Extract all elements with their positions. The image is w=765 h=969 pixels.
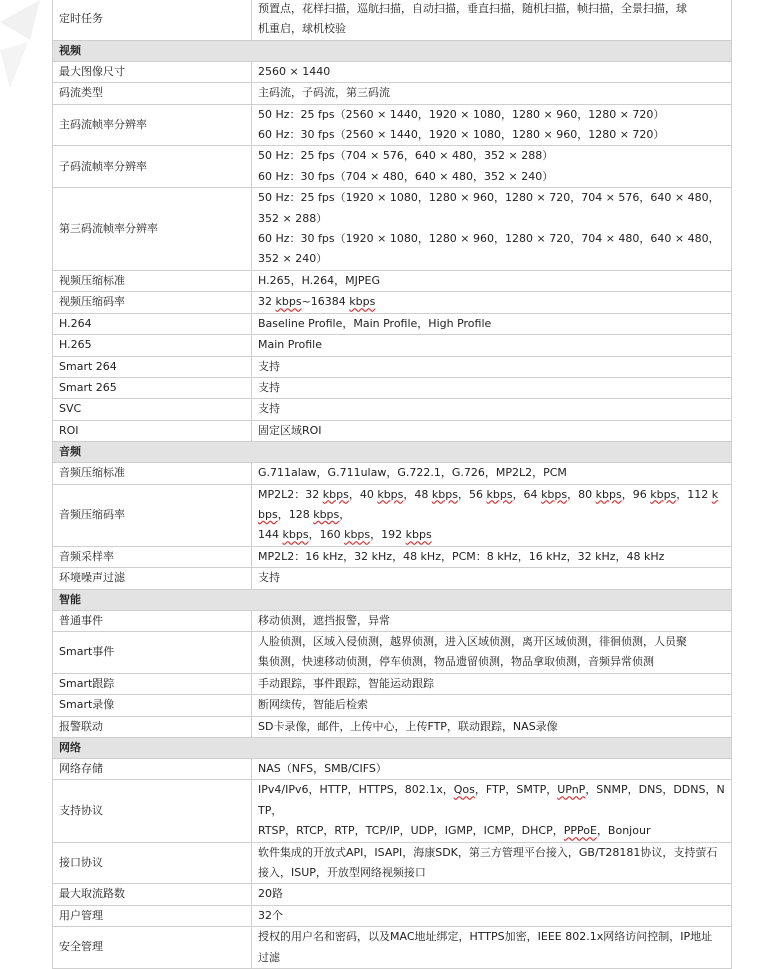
spec-value xyxy=(252,463,732,484)
spec-value xyxy=(252,716,732,737)
spec-value xyxy=(252,270,732,291)
spec-row xyxy=(53,610,732,631)
spec-row xyxy=(53,927,732,969)
spec-row xyxy=(53,61,732,82)
spec-key: SVC xyxy=(53,399,252,420)
spec-value xyxy=(252,188,732,271)
spec-key: Smart 265 xyxy=(53,377,252,398)
spec-row xyxy=(53,463,732,484)
spellcheck-underline: kbps xyxy=(431,487,458,501)
spec-table-body xyxy=(53,0,732,969)
spec-value-line: 接入，ISUP，开放型网络视频接口 xyxy=(258,866,426,880)
spellcheck-underline: kbps xyxy=(282,528,309,542)
spec-row xyxy=(53,484,732,546)
spec-value xyxy=(252,61,732,82)
spec-row xyxy=(53,759,732,780)
spec-row xyxy=(53,716,732,737)
spec-value xyxy=(252,759,732,780)
spec-value-line: 移动侦测，遮挡报警，异常 xyxy=(258,613,390,627)
spec-value xyxy=(252,546,732,567)
spec-value xyxy=(252,146,732,188)
spec-value-line: SD卡录像，邮件，上传中心，上传FTP，联动跟踪，NAS录像 xyxy=(258,719,558,733)
spec-value xyxy=(252,695,732,716)
spec-key: 码流类型 xyxy=(53,83,252,104)
spec-value xyxy=(252,484,732,546)
spec-value xyxy=(252,83,732,104)
spec-key: 视频压缩码率 xyxy=(53,292,252,313)
section-header: 网络 xyxy=(53,738,732,759)
spec-value-line: NAS（NFS，SMB/CIFS） xyxy=(258,762,387,775)
spec-value-line: Baseline Profile，Main Profile，High Profile xyxy=(258,316,492,330)
spec-row xyxy=(53,377,732,398)
spellcheck-underline: kbps xyxy=(344,528,371,542)
spellcheck-underline: kbps xyxy=(486,487,513,501)
spec-key: 音频采样率 xyxy=(53,546,252,567)
spec-key: 支持协议 xyxy=(53,780,252,842)
spec-value-line: 60 Hz：30 fps（2560 × 1440，1920 × 1080，1280 × 960，1280 × 720） xyxy=(258,128,665,142)
spec-value xyxy=(252,0,732,40)
spec-value xyxy=(252,335,732,356)
section-header-row xyxy=(53,40,732,61)
spec-row xyxy=(53,292,732,313)
spec-key: 音频压缩码率 xyxy=(53,484,252,546)
spec-key: 子码流帧率分辨率 xyxy=(53,146,252,188)
spec-value xyxy=(252,927,732,969)
spec-key: H.265 xyxy=(53,335,252,356)
spec-key: 定时任务 xyxy=(53,0,252,40)
spec-key: 普通事件 xyxy=(53,610,252,631)
spec-row xyxy=(53,0,732,40)
spec-value-line: MP2L2：16 kHz，32 kHz，48 kHz，PCM：8 kHz，16 kHz，32 kHz，48 kHz xyxy=(258,549,665,563)
spec-value xyxy=(252,104,732,146)
spec-value-line: 人脸侦测，区域入侵侦测，越界侦测，进入区域侦测，离开区域侦测，徘徊侦测，人员聚 xyxy=(258,634,687,648)
section-header: 智能 xyxy=(53,589,732,610)
spec-row xyxy=(53,631,732,673)
spec-value xyxy=(252,884,732,905)
spec-value xyxy=(252,842,732,884)
spec-value-line: 断网续传，智能后检索 xyxy=(258,698,368,712)
spec-key: 最大图像尺寸 xyxy=(53,61,252,82)
spec-row xyxy=(53,83,732,104)
spec-row xyxy=(53,188,732,271)
spec-key: 接口协议 xyxy=(53,842,252,884)
spec-key: Smart跟踪 xyxy=(53,673,252,694)
spec-key: Smart 264 xyxy=(53,356,252,377)
spec-key: 环境噪声过滤 xyxy=(53,568,252,589)
spec-value-line: MP2L2：32 kbps，40 kbps，48 kbps，56 kbps，64 kbps，80 kbps，96 kbps，112 kbps，128 kbps， xyxy=(258,487,719,521)
section-header: 音频 xyxy=(53,442,732,463)
section-header-row xyxy=(53,738,732,759)
spec-value-line: 支持 xyxy=(258,380,280,394)
spellcheck-underline: kbps xyxy=(541,487,568,501)
spec-key: 音频压缩标准 xyxy=(53,463,252,484)
spec-value-line: 32个 xyxy=(258,908,283,922)
spec-key: 第三码流帧率分辨率 xyxy=(53,188,252,271)
spec-value-line: 60 Hz：30 fps（1920 × 1080，1280 × 960，1280 × 720，704 × 480，640 × 480，352 × 240） xyxy=(258,232,720,266)
spec-key: H.264 xyxy=(53,313,252,334)
spec-row xyxy=(53,335,732,356)
spec-value-line: 软件集成的开放式API，ISAPI，海康SDK，第三方管理平台接入，GB/T28181协议，支持萤石 xyxy=(258,845,718,859)
spec-row xyxy=(53,568,732,589)
spec-value-line: IPv4/IPv6，HTTP，HTTPS，802.1x，Qos，FTP，SMTP，UPnP，SNMP，DNS，DDNS，NTP， xyxy=(258,783,725,817)
spec-value-line: RTSP，RTCP，RTP，TCP/IP，UDP，IGMP，ICMP，DHCP，PPPoE，Bonjour xyxy=(258,824,651,838)
spec-value-line: H.265，H.264，MJPEG xyxy=(258,273,380,287)
spellcheck-underline: UPnP xyxy=(557,783,586,797)
spec-value-line: 预置点，花样扫描，巡航扫描，自动扫描，垂直扫描，随机扫描，帧扫描，全景扫描，球 xyxy=(258,2,687,15)
spec-value xyxy=(252,568,732,589)
section-header: 视频 xyxy=(53,40,732,61)
spec-value xyxy=(252,420,732,441)
section-header-row xyxy=(53,589,732,610)
spec-value xyxy=(252,631,732,673)
spec-value-line: 主码流，子码流，第三码流 xyxy=(258,86,390,100)
spec-value xyxy=(252,610,732,631)
spec-value-line: 50 Hz：25 fps（2560 × 1440，1920 × 1080，1280 × 960，1280 × 720） xyxy=(258,107,665,121)
spec-key: 视频压缩标准 xyxy=(53,270,252,291)
spec-value-line: 过滤 xyxy=(258,950,280,964)
spec-row xyxy=(53,313,732,334)
spec-key: 最大取流路数 xyxy=(53,884,252,905)
spec-value-line: 50 Hz：25 fps（704 × 576，640 × 480，352 × 288） xyxy=(258,149,554,163)
spellcheck-underline: kbps xyxy=(377,487,404,501)
spec-value xyxy=(252,780,732,842)
spellcheck-underline: Qos xyxy=(453,783,475,797)
spec-key: ROI xyxy=(53,420,252,441)
spec-key: 网络存储 xyxy=(53,759,252,780)
spellcheck-underline: kbps xyxy=(313,507,340,521)
spec-value-line: 2560 × 1440 xyxy=(258,64,331,78)
spec-row xyxy=(53,146,732,188)
spellcheck-underline: kbps xyxy=(650,487,677,501)
spec-value xyxy=(252,673,732,694)
spec-value-line: 固定区域ROI xyxy=(258,423,322,437)
spec-value xyxy=(252,399,732,420)
spellcheck-underline: kbps xyxy=(405,528,432,542)
spec-row xyxy=(53,884,732,905)
spec-key: 主码流帧率分辨率 xyxy=(53,104,252,146)
spec-value-line: 支持 xyxy=(258,402,280,416)
spellcheck-underline: kbps xyxy=(349,295,376,309)
spellcheck-underline: kbps xyxy=(595,487,622,501)
spellcheck-underline: PPPoE xyxy=(563,824,597,838)
spellcheck-underline: kbps xyxy=(275,295,302,309)
spec-key: 安全管理 xyxy=(53,927,252,969)
spec-value-line: 支持 xyxy=(258,359,280,373)
spec-row xyxy=(53,104,732,146)
section-header-row xyxy=(53,442,732,463)
spec-value-line: G.711alaw，G.711ulaw，G.722.1，G.726，MP2L2，PCM xyxy=(258,466,567,480)
spec-value-line: 20路 xyxy=(258,887,283,901)
spec-value xyxy=(252,313,732,334)
spellcheck-underline: kbps xyxy=(322,487,349,501)
spec-value-line: 50 Hz：25 fps（1920 × 1080，1280 × 960，1280 × 720，704 × 576，640 × 480，352 × 288） xyxy=(258,191,720,225)
spec-row xyxy=(53,356,732,377)
spec-row xyxy=(53,673,732,694)
spec-value xyxy=(252,356,732,377)
spec-value-line: 144 kbps，160 kbps，192 kbps xyxy=(258,528,432,542)
spec-value xyxy=(252,905,732,926)
spec-key: 用户管理 xyxy=(53,905,252,926)
spec-key: Smart录像 xyxy=(53,695,252,716)
spec-value-line: 32 kbps~16384 kbps xyxy=(258,295,376,309)
spec-value xyxy=(252,292,732,313)
spec-value-line: 授权的用户名和密码，以及MAC地址绑定，HTTPS加密，IEEE 802.1x网络访问控制，IP地址 xyxy=(258,930,713,944)
spec-row xyxy=(53,270,732,291)
spec-value-line: 手动跟踪，事件跟踪，智能运动跟踪 xyxy=(258,676,434,690)
spec-value xyxy=(252,377,732,398)
spec-value-line: 60 Hz：30 fps（704 × 480，640 × 480，352 × 240） xyxy=(258,169,554,183)
spec-row xyxy=(53,905,732,926)
logo-watermark-icon xyxy=(0,0,60,90)
spec-key: 报警联动 xyxy=(53,716,252,737)
spec-value-line: Main Profile xyxy=(258,338,322,352)
spec-table xyxy=(52,0,732,969)
spec-value-line: 集侦测，快速移动侦测，停车侦测，物品遗留侦测，物品拿取侦测，音频异常侦测 xyxy=(258,655,654,669)
spec-row xyxy=(53,546,732,567)
spec-row xyxy=(53,695,732,716)
spellcheck-underline: kbps xyxy=(258,487,719,521)
spec-row xyxy=(53,842,732,884)
spec-key: Smart事件 xyxy=(53,631,252,673)
spec-row xyxy=(53,399,732,420)
spec-row xyxy=(53,420,732,441)
spec-value-line: 支持 xyxy=(258,571,280,585)
spec-value-line: 机重启，球机校验 xyxy=(258,22,346,36)
spec-row xyxy=(53,780,732,842)
